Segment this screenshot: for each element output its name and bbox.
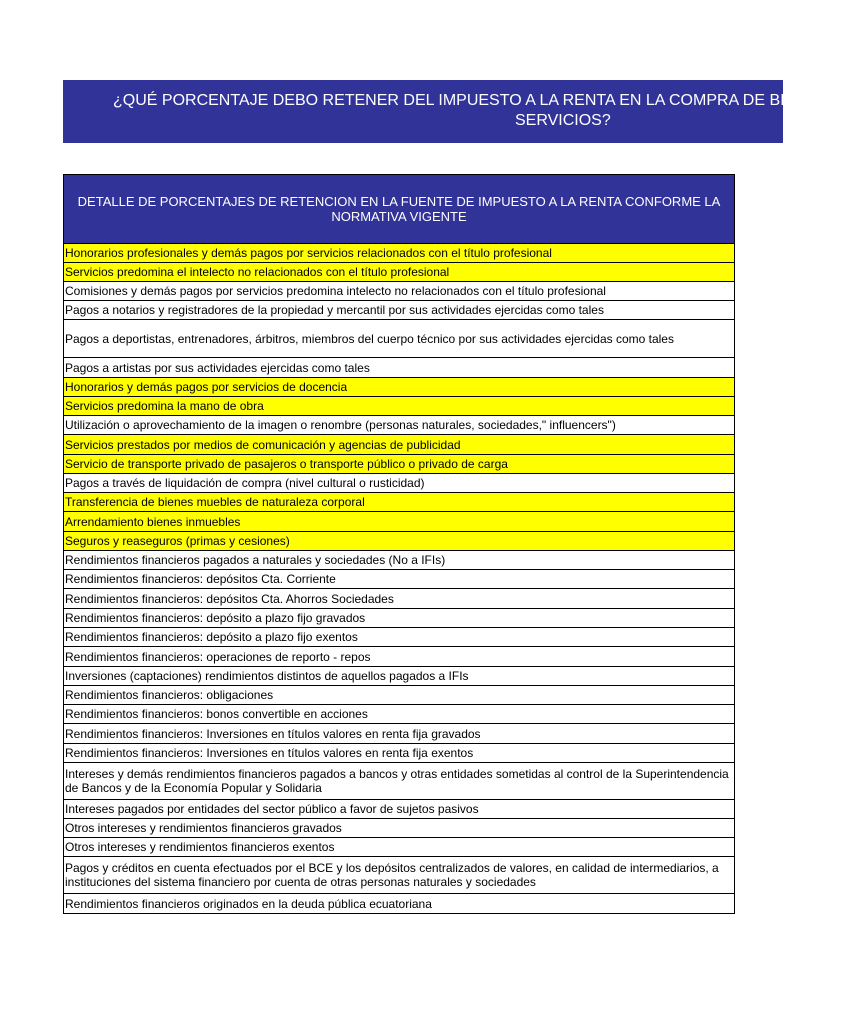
table-row-text: Servicios prestados por medios de comunicación y agencias de publicidad [65, 437, 461, 452]
table-row-text: Rendimientos financieros: Inversiones en títulos valores en renta fija exentos [65, 746, 474, 760]
main-title-banner [63, 80, 843, 143]
table-row-text: Pagos a notarios y registradores de la propiedad y mercantil por sus actividades ejercidas como tales [65, 303, 604, 317]
table-row [64, 493, 734, 512]
table-row [64, 744, 734, 763]
retention-table [63, 174, 735, 914]
table-row [64, 589, 734, 609]
table-row [64, 358, 734, 378]
table-row-text: Honorarios y demás pagos por servicios de docencia [65, 380, 348, 394]
table-row-text: Intereses y demás rendimientos financieros pagados a bancos y otras entidades sometidas al control de la Superintendencia de Bancos y de la Economía Popular y Solidaria [65, 767, 729, 795]
table-row [64, 686, 734, 705]
main-title-line-1: ¿QUÉ PORCENTAJE DEBO RETENER DEL IMPUESTO A LA RENTA EN LA COMPRA DE BIENES Y [113, 92, 843, 109]
table-row-text: Otros intereses y rendimientos financieros exentos [65, 840, 335, 854]
table-row-text: Pagos y créditos en cuenta efectuados por el BCE y los depósitos centralizados de valores, en calidad de intermediarios, a instituciones del sistema financiero por cuenta de otras personas naturales y sociedades [65, 861, 719, 889]
table-row-text: Servicios predomina la mano de obra [65, 399, 264, 413]
table-row [64, 894, 734, 914]
table-row-text: Rendimientos financieros pagados a naturales y sociedades (No a IFIs) [65, 553, 446, 567]
table-row-text: Rendimientos financieros: Inversiones en títulos valores en renta fija gravados [65, 726, 481, 741]
table-row-text: Intereses pagados por entidades del sector público a favor de sujetos pasivos [65, 802, 479, 816]
table-row-text: Pagos a través de liquidación de compra (nivel cultural o rusticidad) [65, 476, 425, 490]
table-row [64, 857, 734, 894]
table-header: DETALLE DE PORCENTAJES DE RETENCION EN LA FUENTE DE IMPUESTO A LA RENTA CONFORME LA NORMATIVA VIGENTE [63, 174, 735, 244]
table-row-text: Rendimientos financieros: depósitos Cta. Corriente [65, 572, 336, 586]
table-row [64, 724, 734, 744]
table-row [64, 838, 734, 857]
table-row-text: Transferencia de bienes muebles de naturaleza corporal [65, 495, 365, 509]
table-row [64, 667, 734, 686]
table-row-text: Rendimientos financieros: obligaciones [65, 688, 274, 702]
table-row [64, 301, 734, 320]
table-row-text: Rendimientos financieros: depósito a plazo fijo exentos [65, 630, 358, 644]
table-row-text: Honorarios profesionales y demás pagos por servicios relacionados con el título profesional [65, 246, 552, 260]
table-row [64, 628, 734, 647]
table-row [64, 800, 734, 819]
table-row-text: Otros intereses y rendimientos financieros gravados [65, 821, 342, 835]
table-row-text: Servicio de transporte privado de pasajeros o transporte público o privado de carga [65, 457, 508, 471]
table-row [64, 532, 734, 551]
table-row [64, 819, 734, 838]
table-row-text: Utilización o aprovechamiento de la imagen o renombre (personas naturales, sociedades," influencers") [65, 418, 616, 432]
main-title-line-2: SERVICIOS? [515, 112, 611, 129]
table-row-text: Rendimientos financieros originados en la deuda pública ecuatoriana [65, 896, 432, 911]
table-row [64, 647, 734, 667]
table-row [64, 397, 734, 416]
table-row-text: Rendimientos financieros: depósitos Cta. Ahorros Sociedades [65, 591, 394, 606]
table-row-text: Servicios predomina el intelecto no relacionados con el título profesional [65, 265, 450, 279]
table-row [64, 512, 734, 532]
table-row-text: Rendimientos financieros: operaciones de reporto - repos [65, 649, 371, 664]
table-row-text: Rendimientos financieros: depósito a plazo fijo gravados [65, 611, 366, 625]
table-row [64, 378, 734, 397]
table-row-text: Arrendamiento bienes inmuebles [65, 514, 241, 529]
table-row [64, 705, 734, 724]
table-row-text: Pagos a artistas por sus actividades ejercidas como tales [65, 360, 370, 375]
table-row [64, 263, 734, 282]
table-row [64, 244, 734, 263]
table-row-text: Comisiones y demás pagos por servicios predomina intelecto no relacionados con el título profesional [65, 284, 606, 298]
table-row [64, 435, 734, 455]
table-row [64, 763, 734, 800]
table-row-text: Seguros y reaseguros (primas y cesiones) [65, 534, 290, 548]
table-row [64, 416, 734, 435]
table-row-text: Rendimientos financieros: bonos convertible en acciones [65, 707, 368, 721]
table-row-text: Pagos a deportistas, entrenadores, árbitros, miembros del cuerpo técnico por sus actividades ejercidas como tales [65, 331, 674, 346]
table-row [64, 320, 734, 358]
table-row [64, 474, 734, 493]
table-row-text: Inversiones (captaciones) rendimientos distintos de aquellos pagados a IFIs [65, 669, 469, 683]
table-row [64, 282, 734, 301]
table-row [64, 609, 734, 628]
table-row [64, 455, 734, 474]
table-row [64, 570, 734, 589]
table-body [63, 244, 735, 914]
table-row [64, 551, 734, 570]
